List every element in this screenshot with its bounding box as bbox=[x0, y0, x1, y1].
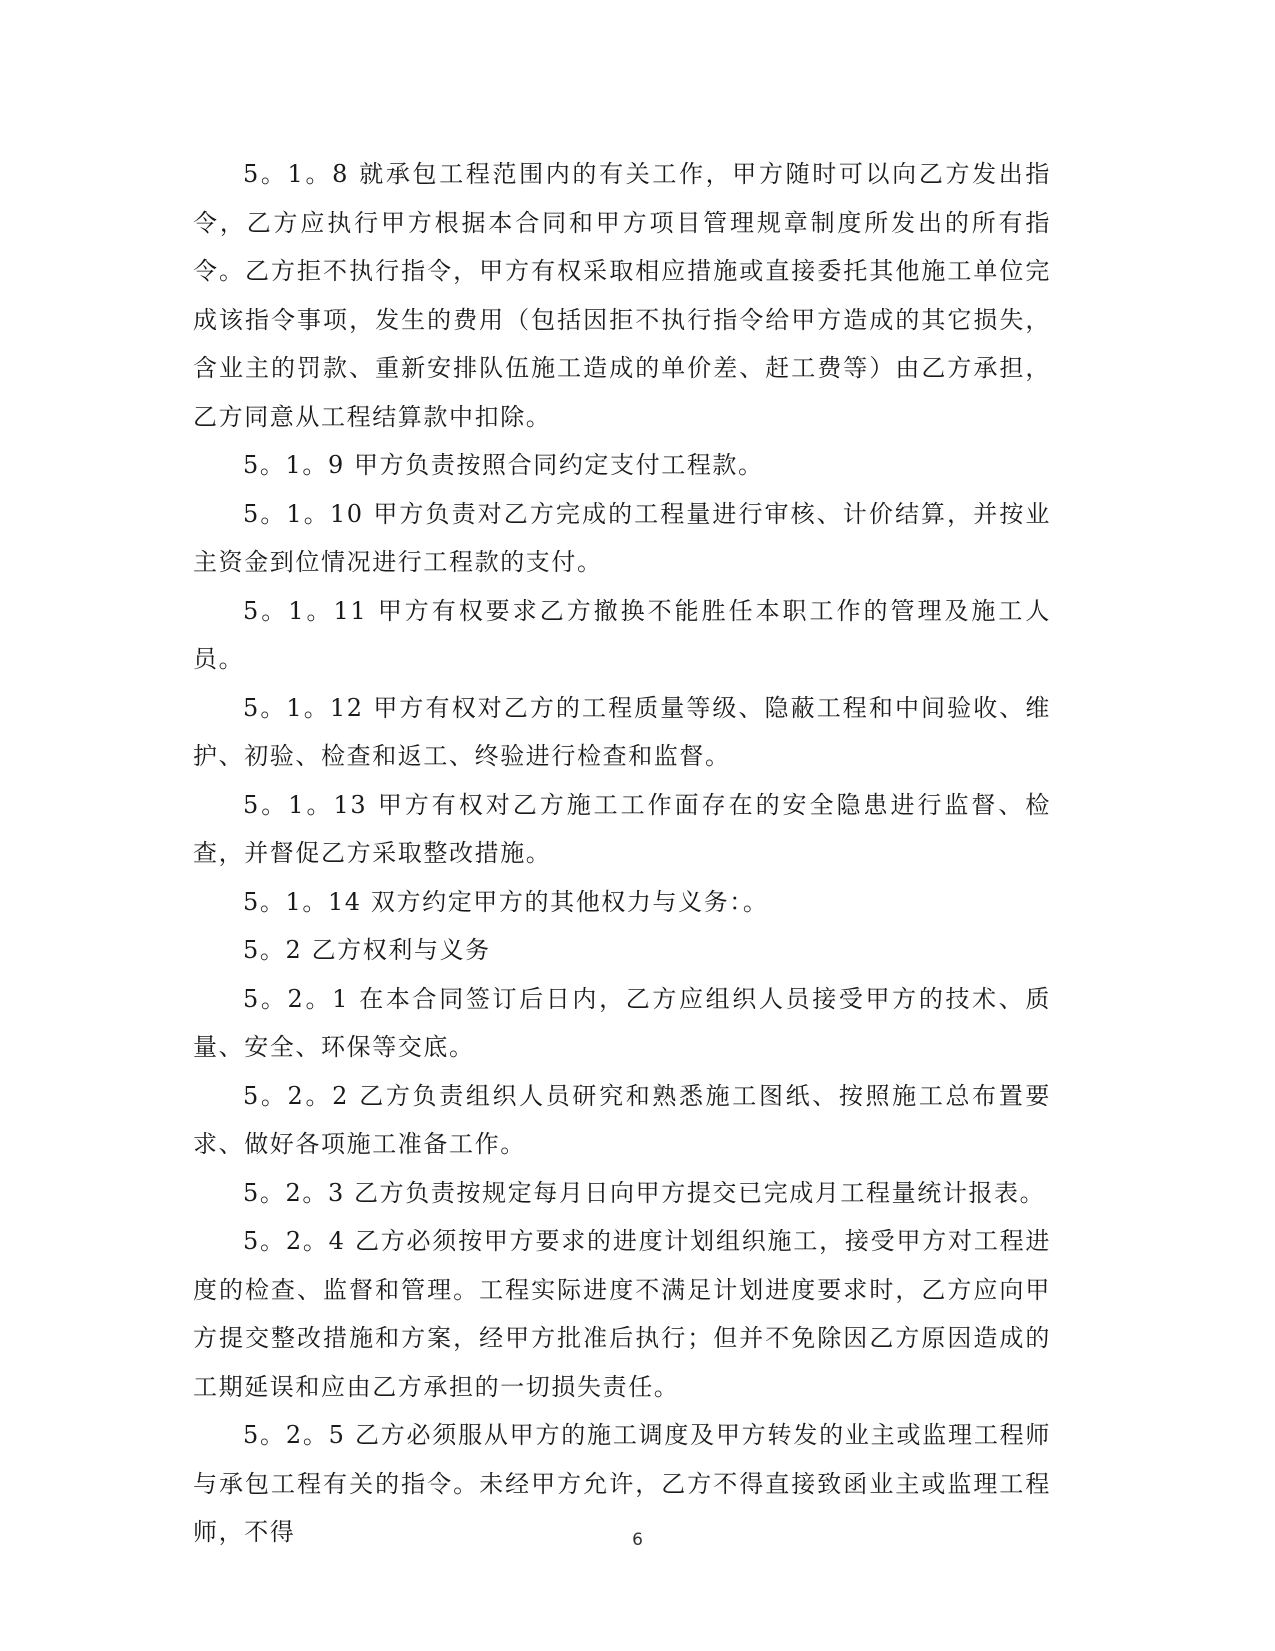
paragraph-5-2-3: 5。2。3 乙方负责按规定每月日向甲方提交已完成月工程量统计报表。 bbox=[243, 1178, 1046, 1207]
paragraph-5-1-10: 5。1。10 甲方负责对乙方完成的工程量进行审核、计价结算，并按业主资金到位情况进行工程款的支付。 bbox=[193, 499, 1051, 576]
paragraph-5-1-14: 5。1。14 双方约定甲方的其他权力与义务：。 bbox=[243, 887, 769, 916]
paragraph-5-2-2: 5。2。2 乙方负责组织人员研究和熟悉施工图纸、按照施工总布置要求、做好各项施工准备工作。 bbox=[193, 1081, 1051, 1158]
page-number: 6 bbox=[632, 1530, 643, 1550]
paragraph-5-1-13: 5。1。13 甲方有权对乙方施工工作面存在的安全隐患进行监督、检查，并督促乙方采取整改措施。 bbox=[193, 790, 1051, 867]
paragraph-5-1-11: 5。1。11 甲方有权要求乙方撤换不能胜任本职工作的管理及施工人员。 bbox=[193, 596, 1051, 673]
document-body bbox=[193, 150, 1051, 1557]
paragraph-5-1-8: 5。1。8 就承包工程范围内的有关工作，甲方随时可以向乙方发出指令，乙方应执行甲方根据本合同和甲方项目管理规章制度所发出的所有指令。乙方拒不执行指令，甲方有权采取相应措施或直接委托其他施工单位完成该指令事项，发生的费用（包括因拒不执行指令给甲方造成的其它损失，含业主的罚款、重新安排队伍施工造成的单价差、赶工费等）由乙方承担，乙方同意从工程结算款中扣除。 bbox=[193, 160, 1051, 431]
paragraph-5-1-9: 5。1。9 甲方负责按照合同约定支付工程款。 bbox=[243, 451, 764, 479]
section-heading-5-2: 5。2 乙方权利与义务 bbox=[243, 936, 491, 964]
paragraph-5-2-1: 5。2。1 在本合同签订后日内，乙方应组织人员接受甲方的技术、质量、安全、环保等交底。 bbox=[193, 984, 1051, 1061]
paragraph-5-2-5: 5。2。5 乙方必须服从甲方的施工调度及甲方转发的业主或监理工程师与承包工程有关的指令。未经甲方允许，乙方不得直接致函业主或监理工程师，不得 bbox=[193, 1421, 1051, 1546]
paragraph-5-2-4: 5。2。4 乙方必须按甲方要求的进度计划组织施工，接受甲方对工程进度的检查、监督和管理。工程实际进度不满足计划进度要求时，乙方应向甲方提交整改措施和方案，经甲方批准后执行；但并不免除因乙方原因造成的工期延误和应由乙方承担的一切损失责任。 bbox=[193, 1227, 1051, 1401]
paragraph-5-1-12: 5。1。12 甲方有权对乙方的工程质量等级、隐蔽工程和中间验收、维护、初验、检查和返工、终验进行检查和监督。 bbox=[193, 693, 1051, 770]
